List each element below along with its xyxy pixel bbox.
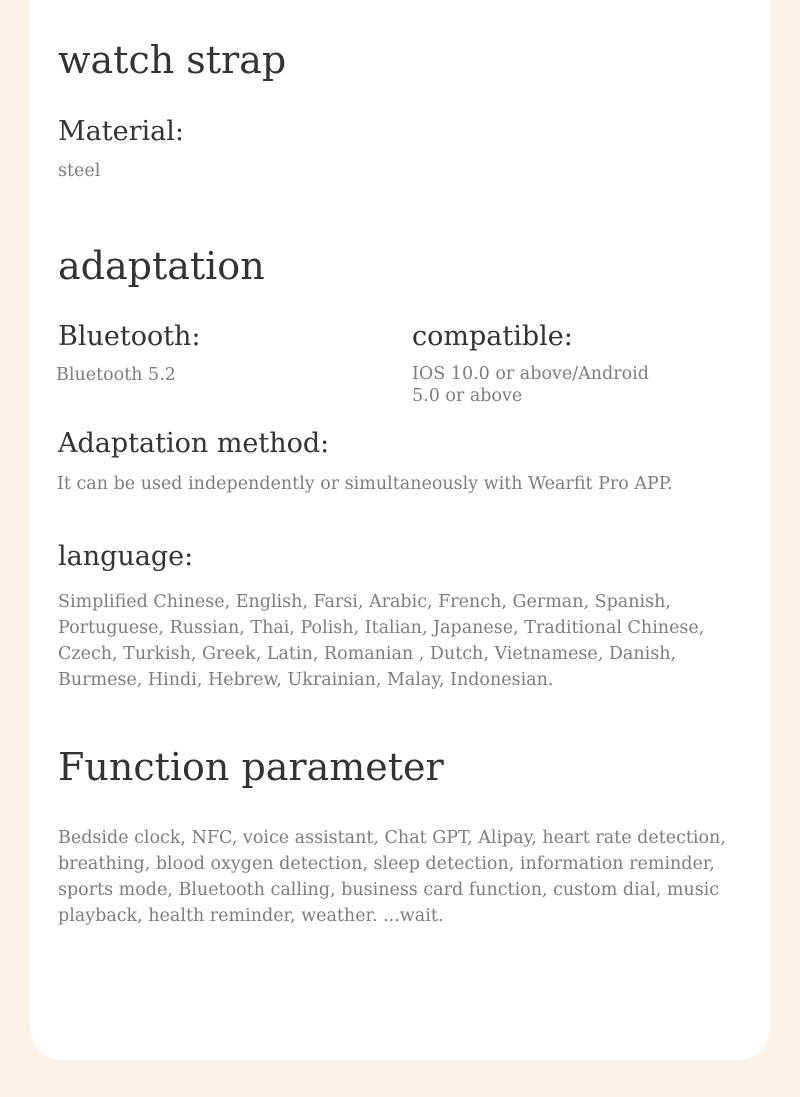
function-parameter-title: Function parameter [58,745,444,789]
material-label: Material: [58,116,184,147]
adaptation-method-label: Adaptation method: [58,428,330,459]
watch-strap-title: watch strap [58,38,287,82]
function-parameter-value: Bedside clock, NFC, voice assistant, Chat GPT, Alipay, heart rate detection, breathing, blood oxygen detection, sleep detection, information reminder, sports mode, Bluetooth calling, business card function, custom dial, music playback, health reminder, weather. ...wait. [58,828,726,926]
language-label: language: [58,541,194,572]
bluetooth-value: Bluetooth 5.2 [56,365,176,385]
adaptation-method-value: It can be used independently or simultaneously with Wearfit Pro APP. [57,474,673,494]
language-value: Simplified Chinese, English, Farsi, Arabic, French, German, Spanish, Portuguese, Russian, Thai, Polish, Italian, Japanese, Traditional Chinese, Czech, Turkish, Greek, Latin, Romanian , Dutch, Vietnamese, Danish, Burmese, Hindi, Hebrew, Ukrainian, Malay, Indonesian. [58,592,705,690]
compatible-value: IOS 10.0 or above/Android 5.0 or above [412,364,649,406]
material-value: steel [58,161,101,181]
adaptation-title: adaptation [58,244,265,288]
compatible-label: compatible: [412,321,573,352]
bluetooth-label: Bluetooth: [58,321,201,352]
